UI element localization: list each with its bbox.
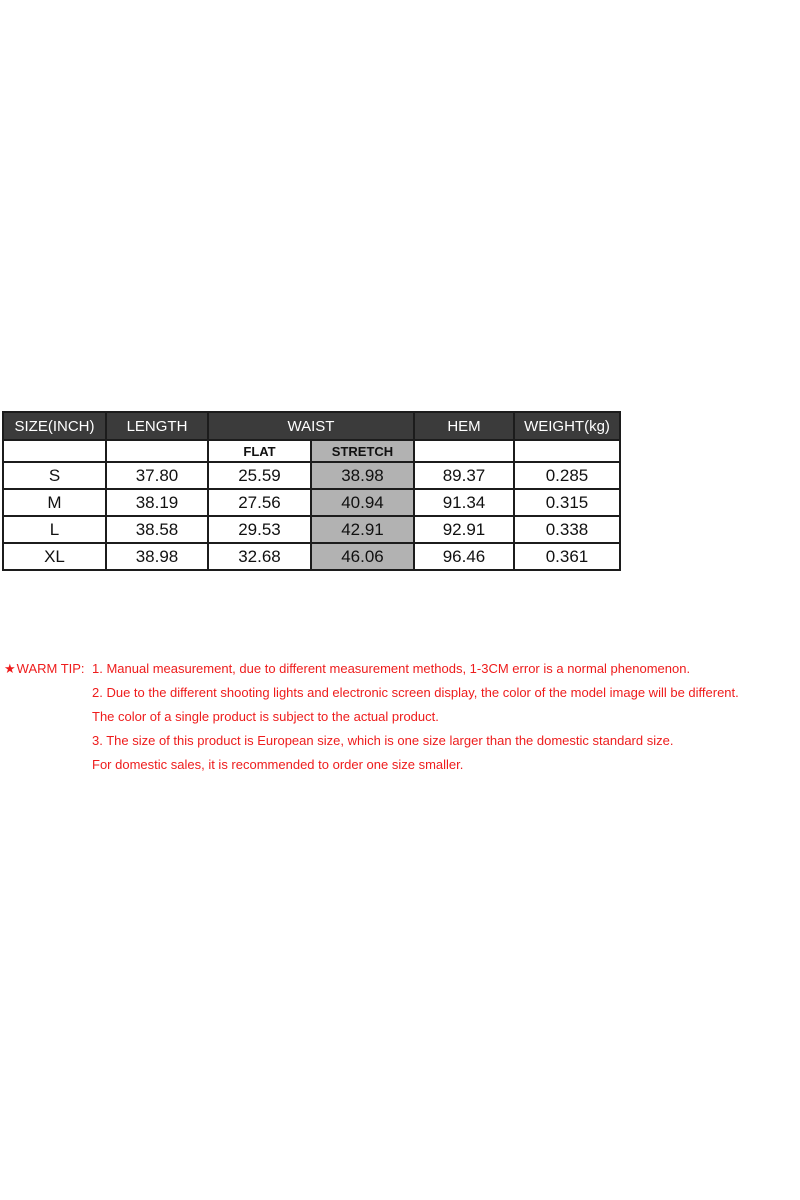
- subheader-stretch: STRETCH: [311, 440, 414, 462]
- warm-tip-section: [4, 657, 739, 777]
- subheader-flat: FLAT: [208, 440, 311, 462]
- waist-subheader-row: [3, 440, 620, 462]
- warm-tip-line: The color of a single product is subject to the actual product.: [92, 709, 439, 724]
- cell-waist-stretch: 40.94: [311, 489, 414, 516]
- cell-hem: 96.46: [414, 543, 514, 570]
- cell-length: 38.19: [106, 489, 208, 516]
- cell-waist-flat: 32.68: [208, 543, 311, 570]
- warm-tip-line: 3. The size of this product is European size, which is one size larger than the domestic standard size.: [92, 733, 674, 748]
- cell-waist-stretch: 38.98: [311, 462, 414, 489]
- cell-hem: 89.37: [414, 462, 514, 489]
- cell-size: M: [3, 489, 106, 516]
- warm-tip-line: 2. Due to the different shooting lights and electronic screen display, the color of the model image will be different.: [92, 685, 739, 700]
- cell-waist-flat: 25.59: [208, 462, 311, 489]
- header-waist: WAIST: [208, 412, 414, 440]
- cell-waist-stretch: 42.91: [311, 516, 414, 543]
- subheader-empty: [514, 440, 620, 462]
- table-row-m: [3, 489, 620, 516]
- table-row-l: [3, 516, 620, 543]
- cell-hem: 91.34: [414, 489, 514, 516]
- cell-length: 38.58: [106, 516, 208, 543]
- subheader-empty: [106, 440, 208, 462]
- header-hem: HEM: [414, 412, 514, 440]
- cell-length: 37.80: [106, 462, 208, 489]
- warm-tip-label-text: WARM TIP:: [16, 661, 85, 676]
- table-row-xl: [3, 543, 620, 570]
- subheader-empty: [414, 440, 514, 462]
- cell-waist-stretch: 46.06: [311, 543, 414, 570]
- header-size: SIZE(INCH): [3, 412, 106, 440]
- cell-size: L: [3, 516, 106, 543]
- header-weight: WEIGHT(kg): [514, 412, 620, 440]
- cell-length: 38.98: [106, 543, 208, 570]
- size-chart-table: [2, 411, 621, 571]
- cell-weight: 0.338: [514, 516, 620, 543]
- cell-size: S: [3, 462, 106, 489]
- subheader-empty: [3, 440, 106, 462]
- header-length: LENGTH: [106, 412, 208, 440]
- warm-tip-lines: [92, 657, 739, 777]
- warm-tip-label: [4, 657, 92, 681]
- cell-size: XL: [3, 543, 106, 570]
- cell-waist-flat: 29.53: [208, 516, 311, 543]
- cell-hem: 92.91: [414, 516, 514, 543]
- warm-tip-line: For domestic sales, it is recommended to order one size smaller.: [92, 757, 464, 772]
- star-icon: ★: [4, 661, 16, 676]
- cell-weight: 0.285: [514, 462, 620, 489]
- cell-weight: 0.361: [514, 543, 620, 570]
- size-chart-header-row: [3, 412, 620, 440]
- cell-waist-flat: 27.56: [208, 489, 311, 516]
- warm-tip-line: 1. Manual measurement, due to different measurement methods, 1-3CM error is a normal phenomenon.: [92, 661, 691, 676]
- table-row-s: [3, 462, 620, 489]
- cell-weight: 0.315: [514, 489, 620, 516]
